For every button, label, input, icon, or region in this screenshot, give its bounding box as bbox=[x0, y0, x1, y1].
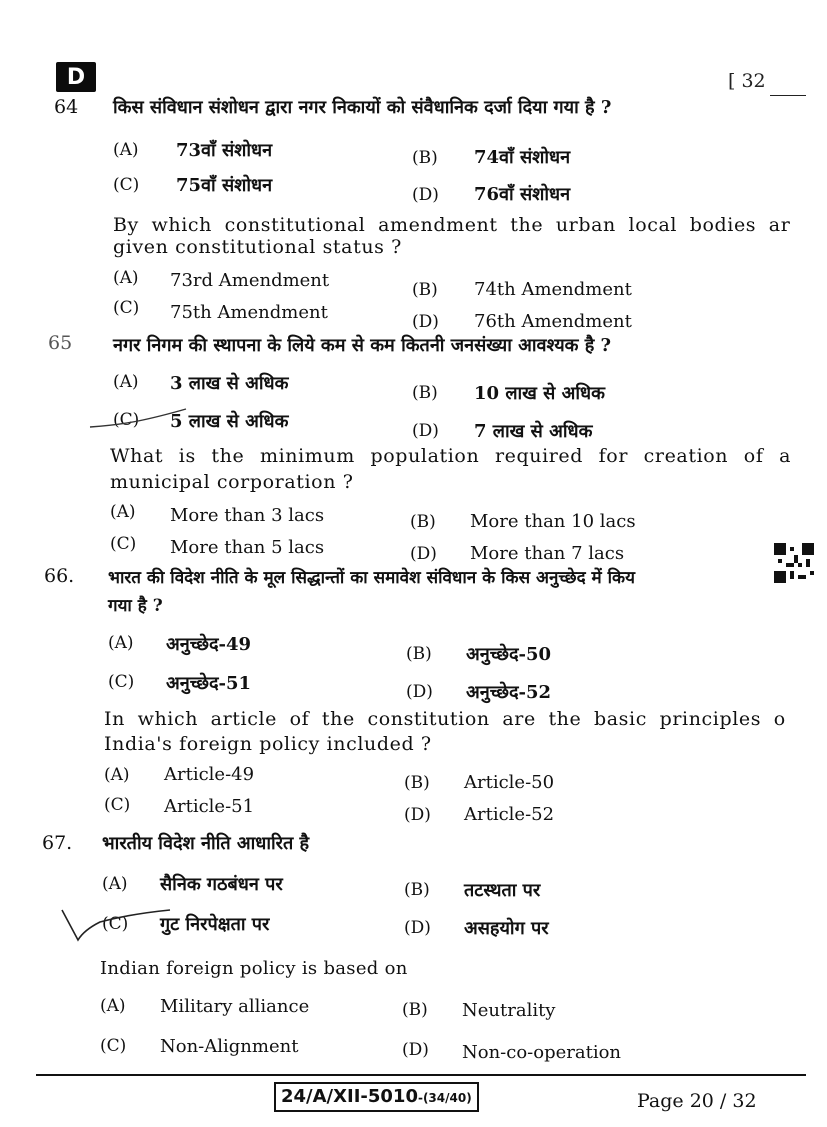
option-letter: (D) bbox=[410, 544, 437, 564]
option-letter: (C) bbox=[113, 410, 140, 430]
option-letter: (C) bbox=[113, 175, 140, 195]
option-text-hindi: तटस्थता पर bbox=[464, 880, 541, 901]
option-text-hindi: सैनिक गठबंधन पर bbox=[160, 874, 283, 895]
option-letter: (D) bbox=[412, 421, 439, 441]
paper-set-badge: D bbox=[56, 62, 96, 92]
option-text-english: Neutrality bbox=[462, 1000, 556, 1021]
option-text-english: Non-Alignment bbox=[160, 1036, 299, 1057]
option-text-hindi: 5 लाख से अधिक bbox=[170, 411, 289, 432]
question-text-english: By which constitutional amendment the urban local bodies ar bbox=[113, 214, 791, 236]
page-reference-underline bbox=[770, 95, 806, 96]
option-letter: (D) bbox=[402, 1040, 429, 1060]
handwritten-answer-mark bbox=[88, 405, 188, 435]
question-text-hindi: भारतीय विदेश नीति आधारित है bbox=[102, 833, 310, 854]
question-text-hindi: किस संविधान संशोधन द्वारा नगर निकायों को संवैधानिक दर्जा दिया गया है ? bbox=[113, 97, 612, 118]
option-text-english: Military alliance bbox=[160, 996, 310, 1017]
paper-code: 24/A/XII-5010 bbox=[281, 1086, 418, 1107]
option-letter: (D) bbox=[406, 682, 433, 702]
option-letter: (B) bbox=[404, 880, 430, 900]
question-text-hindi-cont: गया है ? bbox=[108, 596, 163, 616]
qr-code-icon bbox=[774, 543, 814, 583]
option-letter: (A) bbox=[113, 372, 139, 392]
option-letter: (C) bbox=[104, 795, 131, 815]
option-letter: (A) bbox=[113, 268, 139, 288]
option-letter: (C) bbox=[113, 298, 140, 318]
question-number: 67. bbox=[42, 832, 73, 854]
paper-code-box bbox=[274, 1082, 479, 1112]
question-text-english-cont: given constitutional status ? bbox=[113, 236, 402, 258]
option-text-english: More than 3 lacs bbox=[170, 505, 325, 526]
option-text-english: Article-52 bbox=[464, 804, 555, 825]
option-text-hindi: गुट निरपेक्षता पर bbox=[160, 914, 270, 935]
question-text-hindi: नगर निगम की स्थापना के लिये कम से कम कितनी जनसंख्या आवश्यक है ? bbox=[113, 335, 612, 356]
option-letter: (C) bbox=[102, 914, 129, 934]
option-text-english: Article-51 bbox=[164, 796, 255, 817]
option-letter: (C) bbox=[110, 534, 137, 554]
option-text-english: Non-co-operation bbox=[462, 1042, 622, 1063]
question-text-english: What is the minimum population required for creation of a bbox=[110, 445, 792, 467]
option-text-hindi: असहयोग पर bbox=[464, 918, 549, 939]
option-text-hindi: 76वाँ संशोधन bbox=[474, 184, 571, 205]
question-text-english-cont: municipal corporation ? bbox=[110, 471, 354, 493]
option-letter: (A) bbox=[110, 502, 136, 522]
option-letter: (A) bbox=[102, 874, 128, 894]
option-text-english: 76th Amendment bbox=[474, 311, 632, 332]
option-text-hindi: अनुच्छेद-50 bbox=[466, 644, 552, 665]
option-letter: (B) bbox=[402, 1000, 428, 1020]
option-letter: (C) bbox=[108, 672, 135, 692]
option-letter: (B) bbox=[406, 644, 432, 664]
option-text-hindi: 3 लाख से अधिक bbox=[170, 373, 289, 394]
option-letter: (A) bbox=[113, 140, 139, 160]
option-text-english: More than 7 lacs bbox=[470, 543, 625, 564]
option-text-english: Article-50 bbox=[464, 772, 555, 793]
option-text-hindi: 74वाँ संशोधन bbox=[474, 147, 571, 168]
option-letter: (B) bbox=[410, 512, 436, 532]
question-number: 65 bbox=[48, 332, 73, 354]
page-number: Page 20 / 32 bbox=[637, 1090, 757, 1112]
question-text-english: Indian foreign policy is based on bbox=[100, 958, 408, 979]
option-letter: (A) bbox=[104, 765, 130, 785]
option-letter: (D) bbox=[404, 918, 431, 938]
option-text-english: Article-49 bbox=[164, 764, 255, 785]
option-text-english: 73rd Amendment bbox=[170, 270, 330, 291]
footer-rule bbox=[36, 1074, 806, 1076]
option-letter: (D) bbox=[412, 312, 439, 332]
option-text-hindi: अनुच्छेद-52 bbox=[466, 682, 552, 703]
question-text-english: In which article of the constitution are the basic principles o bbox=[104, 708, 786, 730]
option-text-english: 75th Amendment bbox=[170, 302, 328, 323]
option-text-hindi: 73वाँ संशोधन bbox=[176, 140, 273, 161]
option-letter: (A) bbox=[100, 996, 126, 1016]
paper-code-suffix: -(34/40) bbox=[417, 1091, 472, 1105]
option-letter: (B) bbox=[404, 773, 430, 793]
question-text-hindi: भारत की विदेश नीति के मूल सिद्धान्तों का समावेश संविधान के किस अनुच्छेद में किय bbox=[108, 568, 635, 588]
option-text-hindi: 7 लाख से अधिक bbox=[474, 421, 593, 442]
page-reference-mark: [ 32 bbox=[728, 70, 766, 92]
option-letter: (B) bbox=[412, 383, 438, 403]
option-letter: (D) bbox=[404, 805, 431, 825]
option-text-hindi: 75वाँ संशोधन bbox=[176, 175, 273, 196]
option-text-english: More than 10 lacs bbox=[470, 511, 636, 532]
question-number: 66. bbox=[44, 565, 75, 587]
option-letter: (B) bbox=[412, 280, 438, 300]
option-letter: (C) bbox=[100, 1036, 127, 1056]
option-text-english: More than 5 lacs bbox=[170, 537, 325, 558]
option-text-english: 74th Amendment bbox=[474, 279, 632, 300]
question-number: 64 bbox=[54, 96, 79, 118]
handwritten-tick-mark bbox=[60, 900, 180, 950]
option-letter: (B) bbox=[412, 148, 438, 168]
option-letter: (D) bbox=[412, 185, 439, 205]
question-text-english-cont: India's foreign policy included ? bbox=[104, 733, 432, 755]
option-letter: (A) bbox=[108, 633, 134, 653]
option-text-hindi: अनुच्छेद-49 bbox=[166, 634, 252, 655]
option-text-hindi: 10 लाख से अधिक bbox=[474, 383, 605, 404]
option-text-hindi: अनुच्छेद-51 bbox=[166, 673, 252, 694]
